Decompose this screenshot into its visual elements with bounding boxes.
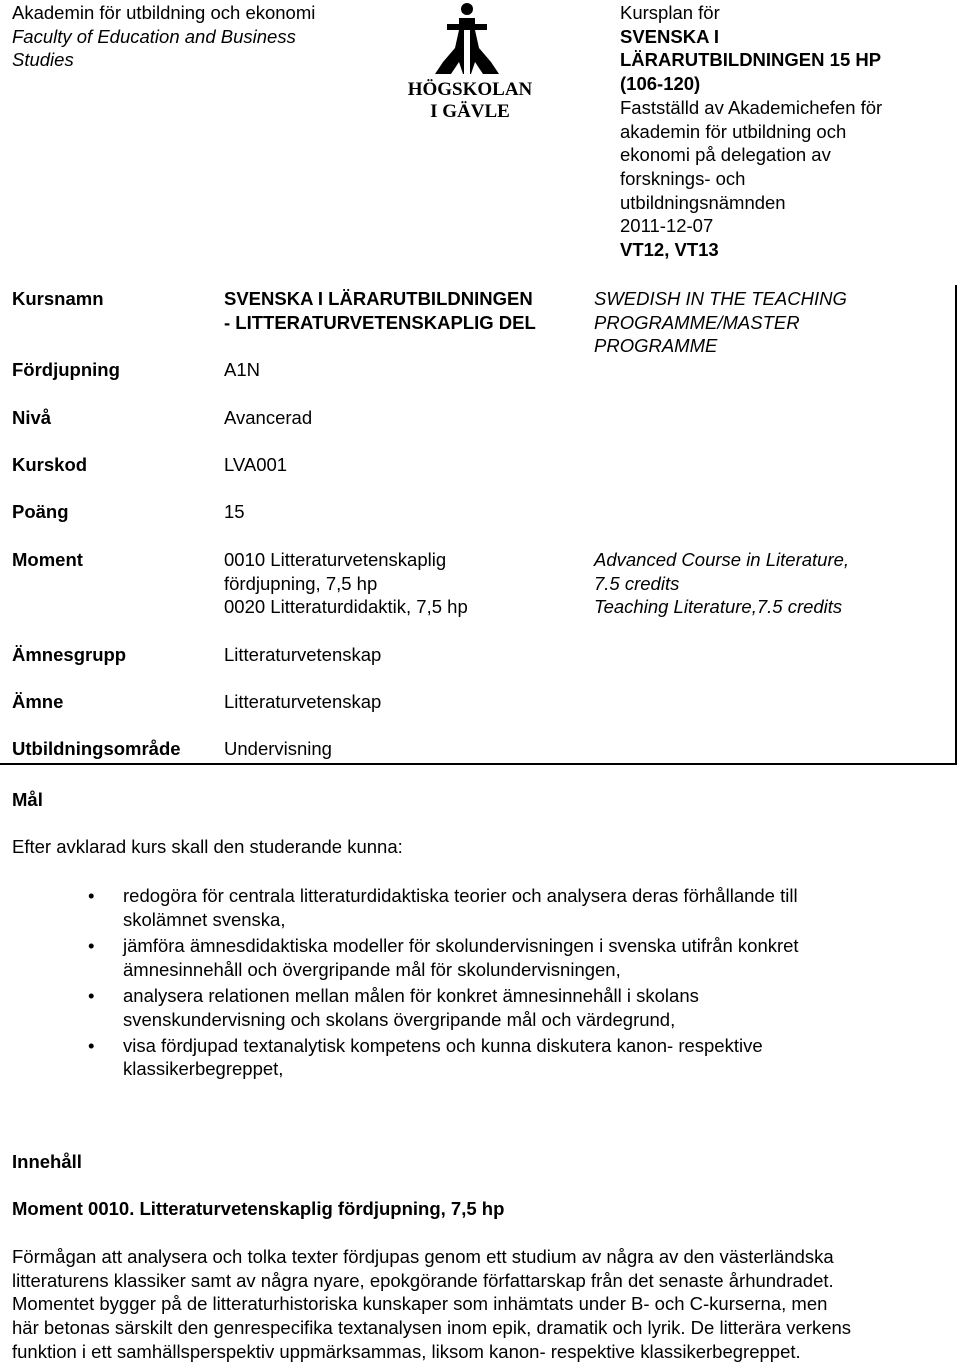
logo-text-line: HÖGSKOLAN	[407, 79, 533, 100]
academy-name-sv: Akademin för utbildning och ekonomi	[12, 2, 316, 23]
goal-line: klassikerbegreppet,	[123, 1058, 284, 1080]
poang-value: 15	[224, 501, 245, 522]
content-paragraph	[12, 1245, 952, 1364]
fordjupning-value: A1N	[224, 359, 260, 380]
plan-line: akademin för utbildning och	[620, 120, 847, 142]
kursnamn-line: - LITTERATURVETENSKAPLIG DEL	[224, 311, 536, 333]
list-item	[88, 984, 908, 1031]
goal-line: jämföra ämnesdidaktiska modeller för skolundervisningen i svenska utifrån konkret	[123, 934, 799, 956]
amne-value: Litteraturvetenskap	[224, 691, 382, 712]
paragraph-line: Förmågan att analysera och tolka texter fördjupas genom ett studium av några av den västerländska	[12, 1246, 834, 1267]
plan-terms: VT12, VT13	[620, 239, 719, 261]
academy-name-en-line: Faculty of Education and Business	[12, 25, 296, 47]
kursnamn-en-line: PROGRAMME/MASTER	[594, 311, 800, 333]
goals-intro: Efter avklarad kurs skall den studerande kunna:	[12, 836, 403, 857]
logo-text-line: I GÄVLE	[430, 101, 510, 122]
goal-line: ämnesinnehåll och övergripande mål för skolundervisningen,	[123, 958, 621, 980]
content-heading: Innehåll	[12, 1151, 82, 1172]
bullet-icon: •	[88, 885, 95, 906]
kursnamn-line: SVENSKA I LÄRARUTBILDNINGEN	[224, 288, 533, 309]
goal-line: visa fördjupad textanalytisk kompetens och kunna diskutera kanon- respektive	[123, 1034, 763, 1056]
paragraph-line: litteraturens klassiker samt av några nyare, epokgörande författarskap från det senaste århundradet.	[12, 1269, 834, 1291]
moment-en-line: 7.5 credits	[594, 572, 680, 594]
plan-date: 2011-12-07	[620, 215, 714, 237]
kursnamn-en-line: PROGRAMME	[594, 335, 718, 357]
goal-line: analysera relationen mellan målen för konkret ämnesinnehåll i skolans	[123, 984, 699, 1006]
kurskod-label: Kurskod	[12, 454, 88, 475]
paragraph-line: funktion i ett samhällsperspektiv uppmärksammas, liksom kanon- respektive klassikerbegreppet.	[12, 1340, 801, 1362]
kursnamn-label: Kursnamn	[12, 288, 104, 309]
university-logo	[395, 0, 545, 122]
amne-label: Ämne	[12, 691, 64, 712]
plan-line: forsknings- och	[620, 167, 746, 189]
course-plan-header	[620, 1, 882, 262]
goals-heading: Mål	[12, 789, 43, 810]
plan-line: Kursplan för	[620, 2, 720, 23]
moment-line: 0020 Litteraturdidaktik, 7,5 hp	[224, 596, 468, 618]
utbildningsomrade-label: Utbildningsområde	[12, 738, 181, 759]
moment-line: 0010 Litteraturvetenskaplig	[224, 549, 447, 570]
bullet-icon: •	[88, 934, 95, 956]
kursnamn-en-line: SWEDISH IN THE TEACHING	[594, 288, 847, 309]
poang-label: Poäng	[12, 501, 69, 522]
moment-value	[224, 548, 468, 619]
plan-line: utbildningsnämnden	[620, 191, 786, 213]
moment-en	[594, 548, 849, 619]
moment-en-line: Teaching Literature,7.5 credits	[594, 596, 843, 618]
plan-course-title: LÄRARUTBILDNINGEN 15 HP	[620, 49, 882, 71]
plan-course-title: SVENSKA I	[620, 25, 720, 47]
goal-line: skolämnet svenska,	[123, 908, 286, 930]
moment-heading: Moment 0010. Litteraturvetenskaplig fördjupning, 7,5 hp	[12, 1198, 505, 1219]
utbildningsomrade-value: Undervisning	[224, 738, 332, 759]
list-item	[88, 884, 908, 931]
paragraph-line: Momentet bygger på de litteraturhistoriska kunskaper som inhämtats under B- och C-kurserna, men	[12, 1293, 828, 1315]
faculty-header	[12, 1, 315, 72]
goals-list	[88, 884, 908, 1084]
list-item	[88, 934, 908, 981]
kursnamn-value	[224, 287, 536, 334]
niva-value: Avancerad	[224, 407, 313, 428]
plan-line: ekonomi på delegation av	[620, 144, 831, 166]
fordjupning-label: Fördjupning	[12, 359, 120, 380]
moment-line: fördjupning, 7,5 hp	[224, 572, 378, 594]
moment-en-line: Advanced Course in Literature,	[594, 549, 850, 570]
paragraph-line: här betonas särskilt den genrespecifika textanalysen inom epik, dramatik och lyrik. De litterära verkens	[12, 1317, 852, 1339]
hogskolan-logo-icon	[395, 0, 545, 122]
kurskod-value: LVA001	[224, 454, 288, 475]
moment-label: Moment	[12, 549, 83, 570]
academy-name-en-line: Studies	[12, 49, 74, 71]
niva-label: Nivå	[12, 407, 52, 428]
bullet-icon: •	[88, 984, 95, 1006]
kursnamn-en	[594, 287, 847, 358]
goal-line: svenskundervisning och skolans övergripande mål och värdegrund,	[123, 1008, 676, 1030]
bullet-icon: •	[88, 1034, 95, 1056]
amnesgrupp-label: Ämnesgrupp	[12, 644, 127, 665]
plan-course-range: (106-120)	[620, 73, 701, 95]
goal-line: redogöra för centrala litteraturdidaktiska teorier och analysera deras förhållande till	[123, 885, 798, 906]
plan-line: Fastställd av Akademichefen för	[620, 96, 883, 118]
amnesgrupp-value: Litteraturvetenskap	[224, 644, 382, 665]
list-item	[88, 1034, 908, 1081]
